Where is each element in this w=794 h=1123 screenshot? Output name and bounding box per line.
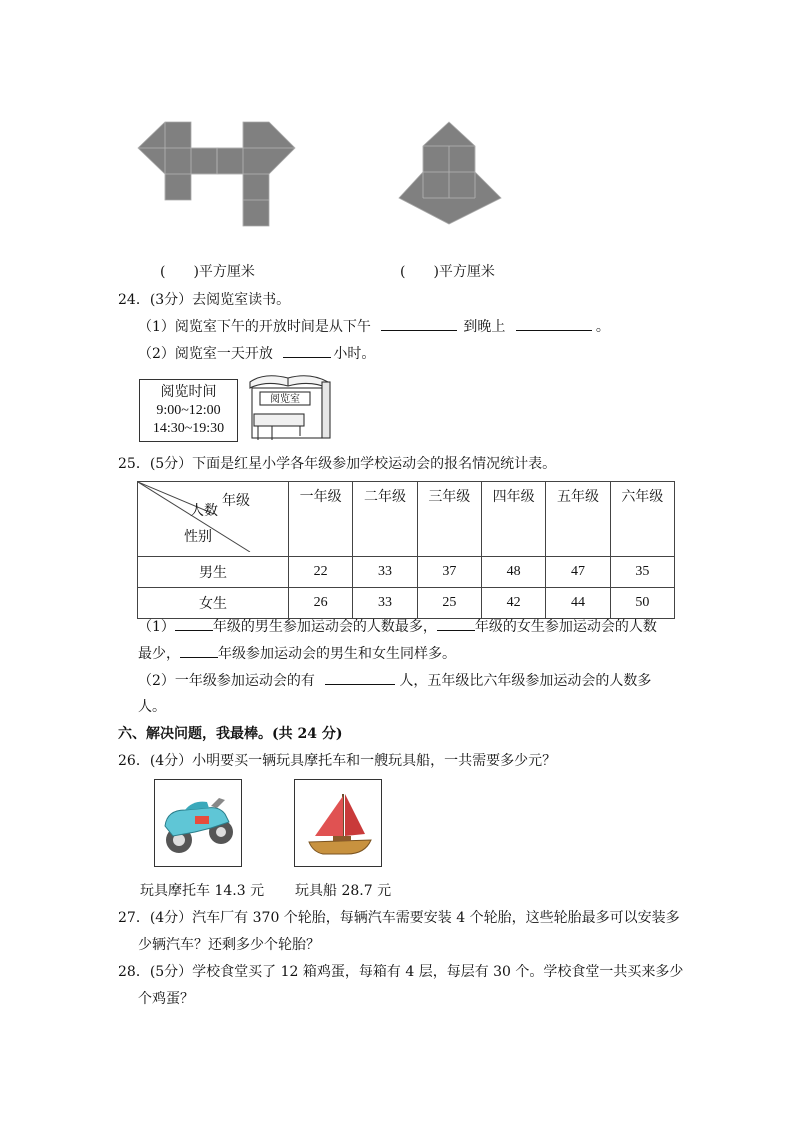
q25-title: 25．(5分）下面是红星小学各年级参加学校运动会的报名情况统计表。: [118, 456, 557, 472]
table-cell: 35: [610, 557, 674, 588]
motorcycle-picture: [154, 779, 242, 867]
table-cell: 47: [546, 557, 610, 588]
reading-hours-afternoon: 14:30~19:30: [152, 421, 225, 436]
table-cell: 25: [417, 588, 481, 619]
diagonal-header-cell: [138, 482, 289, 557]
q24-sub2-end: 小时。: [333, 346, 376, 362]
sailboat-icon: [295, 780, 381, 866]
grid-shape-arrow: [395, 120, 505, 226]
grade-header: 二年级: [353, 482, 417, 557]
q24-sub1-end: 。: [595, 319, 610, 335]
q27-line1: 27．(4分）汽车厂有 370 个轮胎，每辆汽车需要安装 4 个轮胎，这些轮胎最多可以安装多: [118, 910, 680, 926]
q24-sub1: [138, 316, 610, 337]
q25-sub2-line1: [138, 670, 651, 691]
table-cell: 26: [289, 588, 353, 619]
q25-sub2-text-b: 人，五年级比六年级参加运动会的人数多: [399, 673, 652, 689]
table-cell: 37: [417, 557, 481, 588]
q28-line1: 28．(5分）学校食堂买了 12 箱鸡蛋，每箱有 4 层，每层有 30 个。学校食堂一共买来多少: [118, 964, 684, 980]
q27-line2: 少辆汽车？还剩多少个轮胎？: [138, 937, 320, 953]
q24-blank-start-time[interactable]: [381, 316, 457, 331]
registration-table: [137, 481, 675, 619]
q25-sub1-text-b: 年级的男生参加运动会的人数最多，: [212, 619, 437, 635]
header-count-label: 人数: [190, 503, 218, 519]
q25-blank-boys-most[interactable]: [175, 616, 213, 631]
header-gender-label: 性别: [184, 529, 212, 545]
q25-sub1-text-c: 年级的女生参加运动会的人数: [474, 619, 657, 635]
table-cell: 44: [546, 588, 610, 619]
boat-picture: [294, 779, 382, 867]
q25-sub1-text-d: 最少，: [138, 646, 180, 662]
q24-sub2: [138, 343, 375, 364]
q25-sub2-line2: 人。: [138, 699, 166, 715]
q26-title: 26．(4分）小明要买一辆玩具摩托车和一艘玩具船，一共需要多少元？: [118, 753, 557, 769]
q24-blank-hours[interactable]: [283, 343, 331, 358]
q25-sub1-line2: [138, 643, 456, 664]
table-row-boys: [138, 557, 675, 588]
table-cell: 33: [353, 557, 417, 588]
q24-sub2-text: （2）阅览室一天开放: [138, 346, 273, 362]
table-cell: 33: [353, 588, 417, 619]
table-cell: 22: [289, 557, 353, 588]
boat-price-label: 玩具船 28.7 元: [295, 883, 392, 899]
table-cell: 50: [610, 588, 674, 619]
header-grade-label: 年级: [222, 493, 250, 509]
q25-sub2-text-a: （2）一年级参加运动会的有: [138, 673, 315, 689]
q23-right-answer: ( )平方厘米: [400, 264, 495, 280]
q24-sub1-text: （1）阅览室下午的开放时间是从下午: [138, 319, 371, 335]
grade-header: 一年级: [289, 482, 353, 557]
section6-title: 六、解决问题，我最棒。(共 24 分): [118, 726, 343, 742]
q25-blank-girls-least[interactable]: [437, 616, 475, 631]
q25-sub1-prefix: （1）: [138, 619, 175, 635]
motorcycle-icon: [155, 780, 241, 866]
reading-hours-morning: 9:00~12:00: [156, 403, 221, 418]
q28-line2: 个鸡蛋？: [138, 991, 194, 1007]
grade-header: 五年级: [546, 482, 610, 557]
table-row-girls: [138, 588, 675, 619]
reading-hours-card: [139, 379, 238, 442]
table-cell: 48: [481, 557, 545, 588]
reading-room-illustration: [246, 368, 332, 442]
table-header-row: [138, 482, 675, 557]
motorcycle-price-label: 玩具摩托车 14.3 元: [140, 883, 265, 899]
row-label: 男生: [138, 557, 289, 588]
q23-left-answer: ( )平方厘米: [160, 264, 255, 280]
q25-sub1-line1: [138, 616, 657, 637]
q24-sub1-mid: 到晚上: [463, 319, 506, 335]
grade-header: 六年级: [610, 482, 674, 557]
grade-header: 三年级: [417, 482, 481, 557]
grid-shape-h: [135, 118, 300, 230]
reading-hours-title: 阅览时间: [160, 384, 217, 400]
q25-sub1-text-e: 年级参加运动会的男生和女生同样多。: [218, 646, 456, 662]
grade-header: 四年级: [481, 482, 545, 557]
q25-blank-grade1-total[interactable]: [325, 670, 395, 685]
q24-blank-end-time[interactable]: [516, 316, 592, 331]
q25-blank-equal[interactable]: [180, 643, 218, 658]
q24-title: 24．(3分）去阅览室读书。: [118, 292, 291, 308]
table-cell: 42: [481, 588, 545, 619]
row-label: 女生: [138, 588, 289, 619]
reading-room-sign: 阅览室: [270, 394, 300, 405]
